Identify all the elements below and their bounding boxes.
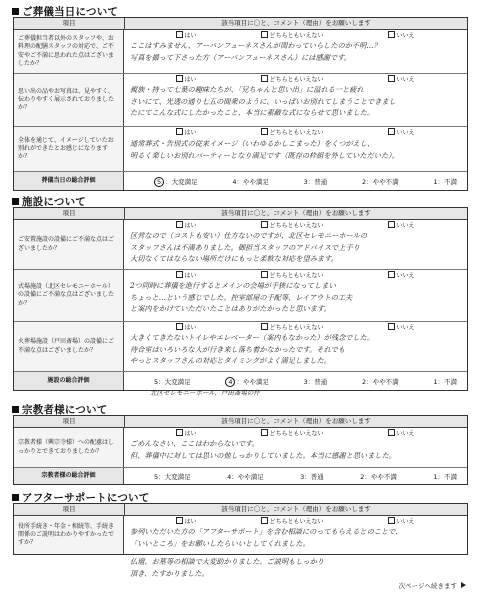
choice-neutral[interactable]: どちらともいえない [261,323,323,333]
rating-option[interactable]: 3：普通 [303,177,328,186]
answer-cell [124,322,467,371]
question-text: ご葬儀担当者以外のスタッフや、お料理の配膳スタッフの対応で、ご不安やご不満に思われた点はございましたか？ [14,30,124,73]
answer-cell [124,74,467,126]
rating-cell [124,468,467,484]
rating-option[interactable]: 2：やや不満 [361,177,399,186]
header-answer: 該当項目に〇と、コメント（理由）をお願いします [221,209,371,217]
choice-yes[interactable]: はい [176,517,196,527]
section-table-after-support [13,503,468,555]
choice-yes[interactable]: はい [176,75,196,85]
choice-neutral[interactable]: どちらともいえない [261,75,323,85]
square-bullet-icon [12,406,19,413]
choice-no[interactable]: いいえ [388,31,414,41]
answer-cell [124,428,467,467]
rating-option[interactable]: 1：不満 [433,472,457,481]
question-row [14,220,467,270]
comment-text: ここはすみません、アーバンフューネスさんが関わっていらしたのか不明…？ 写真を撮って下さった方（アーバンフューネスさん）には感謝です。 [130,41,381,62]
rating-option[interactable]: 1：不満 [433,177,457,186]
rating-option[interactable]: 5 ：大変満足 [154,177,198,186]
comment-text: 親族・持って七葉の趣味たちが、「兄ちゃんと思い出」に溢れる一と疲れ さいにて、光透の通り七五の間衆のように、いっぱいお別れてしまうことできまし たにてこんな式にしたかったこと、本当に素敵な式にならせて思いました。 [130,85,396,117]
header-item: 項目 [14,18,125,29]
question-text: 式場施設（北区セレモニーホール）の設備にご不満な点はございましたか？ [14,270,124,321]
choice-no[interactable]: いいえ [388,323,414,333]
rating-option[interactable]: 5：大変満足 [154,472,191,481]
question-text: ご安置施設の設備にご不満な点はございましたか？ [14,220,124,269]
rating-cell [124,172,467,190]
question-text: 火葬場施設（戸田斎場）の設備にご不満な点はございましたか？ [14,322,124,371]
question-row [14,516,467,554]
choice-yes[interactable]: はい [176,221,196,231]
rating-label: 宗教者様 の総合評価 [14,468,124,484]
answer-cell [124,127,467,171]
question-text: 役所手続き・年金・相続等、手続き関係のご説明はわかりやすかったですか？ [14,516,124,554]
choice-neutral[interactable]: どちらともいえない [261,517,323,527]
section-table-funeral-day [13,17,468,191]
header-answer: 該当項目に〇と、コメント（理由）をお願いします [221,417,371,425]
choice-yes[interactable]: はい [176,429,196,439]
question-row [14,30,467,74]
section-title-text: アフターサポートについて [22,492,150,504]
section-title-text: ご葬儀当日について [22,6,119,18]
rating-label: 施設 の総合評価 [14,372,124,390]
choice-yes[interactable]: はい [176,323,196,333]
choice-yes[interactable]: はい [176,271,196,281]
question-text: 宗教者様（興宗寺様）への配慮はしっかりとできておりましたか？ [14,428,124,467]
choice-no[interactable]: いいえ [388,221,414,231]
header-item: 項目 [14,416,125,427]
choice-no[interactable]: いいえ [388,271,414,281]
rating-row [14,172,467,190]
comment-text: 大きくてきたないトイレやエレベーター（案内もなかった）が残念でした。 待合室はいろいろな人が行き来し落ち着かなかったです。それでも やっとスタッフさんの対応とタイミングがよく満足しました。 [130,333,375,365]
square-bullet-icon [12,494,19,501]
rating-option[interactable]: 4：やや満足 [232,177,269,186]
question-row [14,428,467,468]
extra-handwritten-comment: 仏壇、お墓等の相談で大変助かりました。ご説明もしっかり 頂き、たすかりました。 [130,557,325,578]
comment-text: ごめんなさい、ここはわからないです。 但、葬儀中に対しては思いの他しっかりしていました。本当に感謝と思いました。 [130,439,396,460]
rating-label: 葬儀当日 の総合評価 [14,172,124,190]
table-header [14,504,467,516]
table-header [14,208,467,220]
rating-option[interactable]: 2：やや不満 [360,472,397,481]
header-answer: 該当項目に〇と、コメント（理由）をお願いします [221,505,371,513]
section-table-facilities [13,207,468,391]
rating-option[interactable]: 3：普通 [300,472,324,481]
header-answer: 該当項目に〇と、コメント（理由）をお願いします [221,19,371,27]
choice-neutral[interactable]: どちらともいえない [261,271,323,281]
choice-neutral[interactable]: どちらともいえない [261,31,323,41]
section-title-text: 宗教者様について [22,404,108,416]
question-row [14,74,467,127]
rating-option[interactable]: 4 ：やや満足 [225,377,269,386]
comment-text: 通常葬式・告別式の従来イメージ（いわゆるかしこまった）をくつがえし、 明るく楽しいお別れパーティーとなり満足です（既存の枠組を外していただいた）。 [130,139,399,160]
answer-cell [124,270,467,321]
choice-no[interactable]: いいえ [388,128,414,138]
table-header [14,416,467,428]
comment-text: 参列いただいた方の「アフターサポート」を含む相談にのってもらえるとのことで、 「いいところ」をお願いしたらいいとしてくれました。 [130,527,403,548]
header-item: 項目 [14,504,125,515]
table-header [14,18,467,30]
comment-text: 2つ同時に葬儀を進行するとメインの会場が手狭になってしまい ちょっと…という感じでした。控室部屋の手配等、レイアウトの工夫 と案内をかけていただいたことはありがたかったと思います。 [130,281,353,313]
section-title-text: 施設について [22,196,86,208]
section-table-religious [13,415,468,485]
question-text: 全体を通じて、イメージしていたお別れができたとお感じになりますか？ [14,127,124,171]
rating-option[interactable]: 1：不満 [433,377,457,386]
header-item: 項目 [14,208,125,219]
question-text: 思い出の品やお写真は、見やすく、伝わりやすく展示されておりましたか？ [14,74,124,126]
choice-yes[interactable]: はい [176,128,196,138]
choice-no[interactable]: いいえ [388,429,414,439]
comment-text: 区営なので（コストも安い）仕方ないのですが、北区セレモニーホールの スタッフさんは不満ありました。御担当スタッフのアドバイスで上手り 大切なくてはならない場所だけにもっと柔軟な対応を望みます。 [130,231,368,263]
rating-option[interactable]: 2：やや不満 [361,377,399,386]
selected-rating-circle: 5 [154,177,164,187]
rating-options [154,468,457,484]
choice-yes[interactable]: はい [176,31,196,41]
selected-rating-circle: 4 [225,377,235,387]
choice-no[interactable]: いいえ [388,75,414,85]
square-bullet-icon [12,198,19,205]
handwritten-note: 北区セレモニーホール、戸田斎場の件 [150,389,260,397]
answer-cell [124,30,467,73]
choice-neutral[interactable]: どちらともいえない [261,128,323,138]
rating-option[interactable]: 3：普通 [303,377,328,386]
choice-no[interactable]: いいえ [388,517,414,527]
question-row [14,127,467,172]
rating-option[interactable]: 5：大変満足 [154,377,191,386]
square-bullet-icon [12,8,19,15]
choice-neutral[interactable]: どちらともいえない [261,429,323,439]
question-row [14,322,467,372]
rating-row [14,468,467,484]
rating-option[interactable]: 4：やや満足 [227,472,264,481]
rating-options [154,172,457,190]
choice-neutral[interactable]: どちらともいえない [261,221,323,231]
answer-cell [124,516,467,554]
continue-next-page: 次ページへ続きます [399,581,466,590]
question-row [14,270,467,322]
answer-cell [124,220,467,269]
